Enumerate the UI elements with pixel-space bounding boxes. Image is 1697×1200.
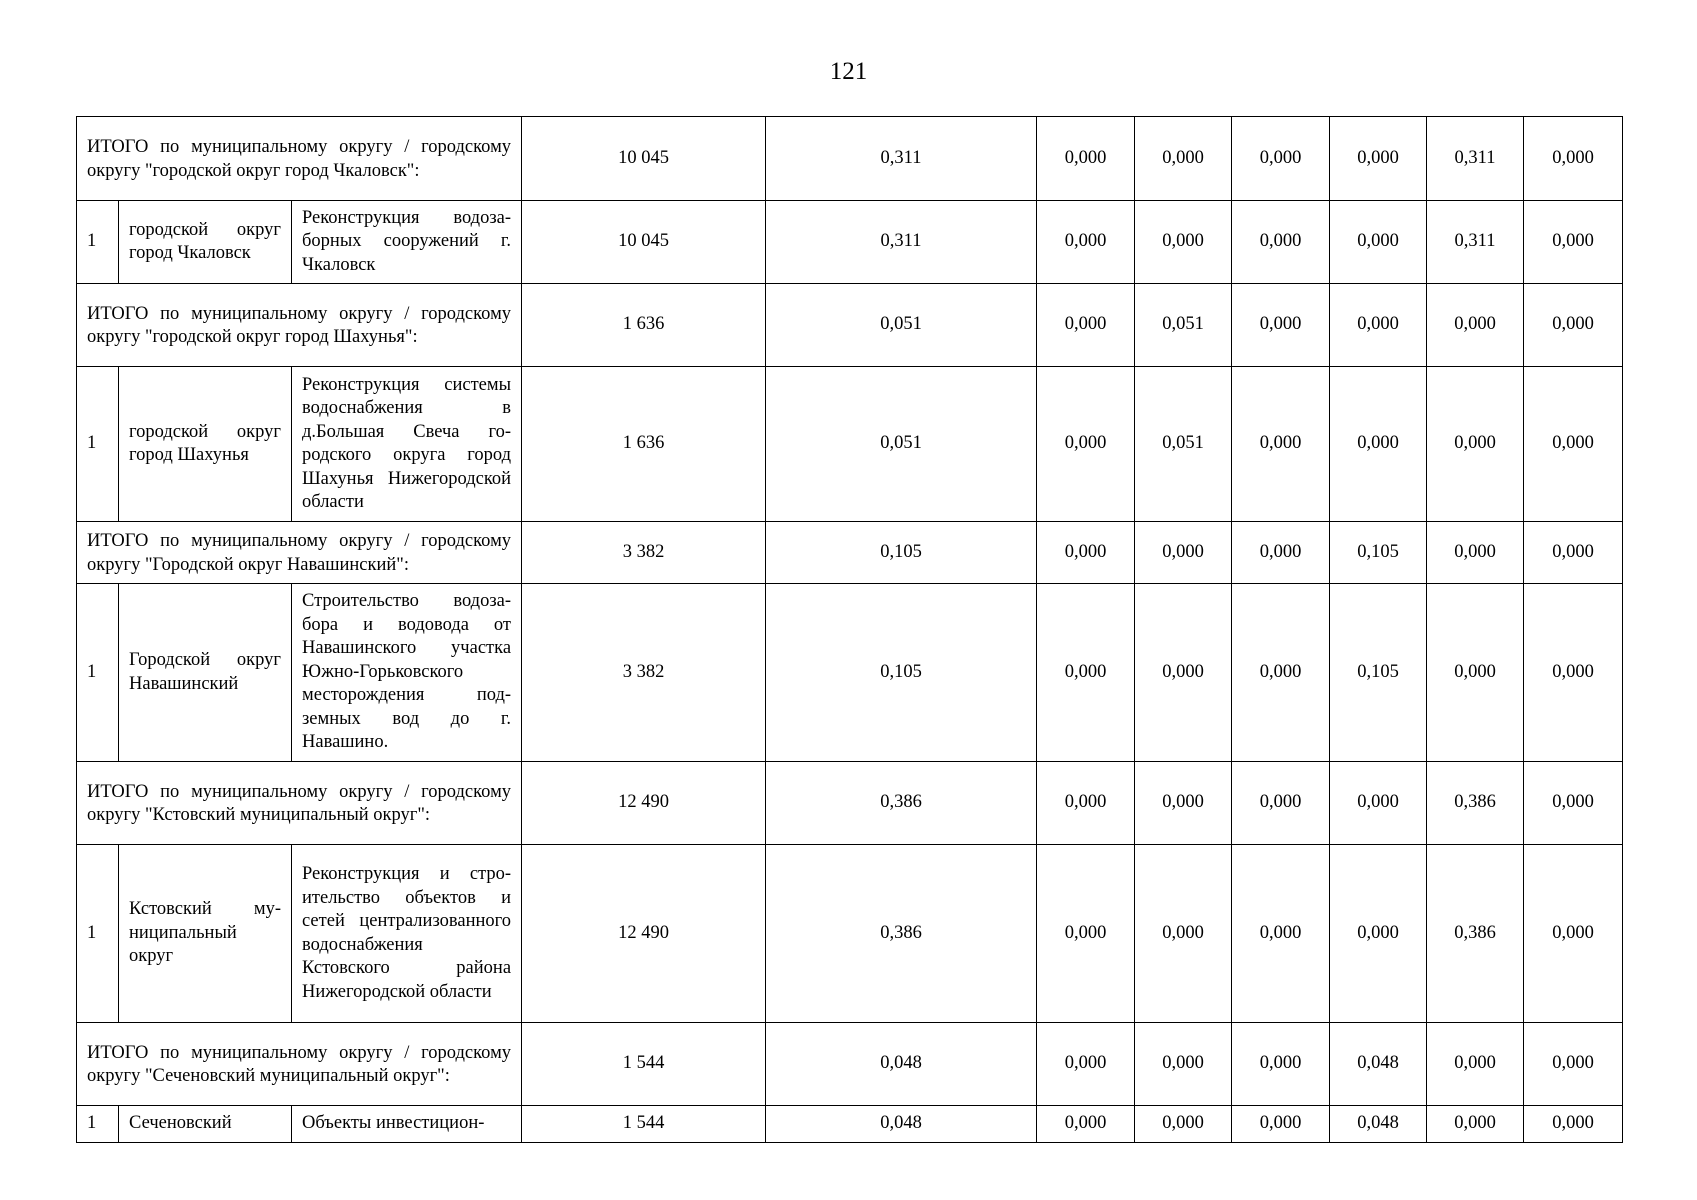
item-row xyxy=(77,845,1623,1023)
value-cell: 0,105 xyxy=(1330,522,1427,584)
value-cell: 0,000 xyxy=(1135,1106,1232,1143)
total-label: ИТОГО по муниципальному округу / городскому округу "городской округ город Шахунья": xyxy=(77,284,522,367)
item-row xyxy=(77,584,1623,762)
value-cell: 0,105 xyxy=(1330,584,1427,762)
object-cell: Реконструкция системы водоснабжения в д.Большая Свеча городского округа город Шахунья Нижегородской области xyxy=(292,367,522,522)
value-cell: 0,000 xyxy=(1330,117,1427,201)
value-cell: 0,000 xyxy=(1524,284,1623,367)
object-cell: Объекты инвестицион- xyxy=(292,1106,522,1143)
value-cell: 0,386 xyxy=(1427,762,1524,845)
row-index: 1 xyxy=(77,584,119,762)
value-cell: 0,000 xyxy=(1135,584,1232,762)
value-cell: 0,000 xyxy=(1037,522,1135,584)
total-label: ИТОГО по муниципальному округу / городскому округу "Городской округ Навашинский": xyxy=(77,522,522,584)
value-cell: 0,000 xyxy=(1135,201,1232,284)
total-row xyxy=(77,1023,1623,1106)
value-cell: 0,000 xyxy=(1427,367,1524,522)
value-cell: 0,000 xyxy=(1037,284,1135,367)
value-cell: 0,311 xyxy=(766,117,1037,201)
value-cell: 0,000 xyxy=(1232,762,1330,845)
value-cell: 0,000 xyxy=(1427,1023,1524,1106)
value-cell: 0,000 xyxy=(1135,1023,1232,1106)
total-row xyxy=(77,522,1623,584)
value-cell: 0,386 xyxy=(766,845,1037,1023)
municipality-cell: Сеченовский xyxy=(119,1106,292,1143)
value-cell: 0,000 xyxy=(1232,1106,1330,1143)
value-cell: 0,000 xyxy=(1037,1106,1135,1143)
value-cell: 0,000 xyxy=(1330,845,1427,1023)
value-cell: 1 636 xyxy=(522,284,766,367)
total-label: ИТОГО по муниципальному округу / городскому округу "Сеченовский муниципальный округ": xyxy=(77,1023,522,1106)
value-cell: 0,000 xyxy=(1524,762,1623,845)
value-cell: 0,048 xyxy=(1330,1023,1427,1106)
municipality-cell: Городской округ Навашинский xyxy=(119,584,292,762)
value-cell: 3 382 xyxy=(522,584,766,762)
value-cell: 0,000 xyxy=(1037,117,1135,201)
value-cell: 0,105 xyxy=(766,584,1037,762)
municipality-cell: Кстовский муниципальный округ xyxy=(119,845,292,1023)
value-cell: 0,000 xyxy=(1524,117,1623,201)
value-cell: 0,000 xyxy=(1037,367,1135,522)
object-cell: Реконструкция и строительство объектов и сетей централизованного водоснабжения Кстовского района Нижегородской области xyxy=(292,845,522,1023)
value-cell: 0,000 xyxy=(1232,117,1330,201)
value-cell: 0,000 xyxy=(1232,367,1330,522)
value-cell: 0,000 xyxy=(1524,201,1623,284)
value-cell: 0,051 xyxy=(1135,367,1232,522)
value-cell: 0,000 xyxy=(1135,845,1232,1023)
value-cell: 0,000 xyxy=(1232,522,1330,584)
value-cell: 1 636 xyxy=(522,367,766,522)
value-cell: 0,048 xyxy=(766,1023,1037,1106)
value-cell: 3 382 xyxy=(522,522,766,584)
value-cell: 0,000 xyxy=(1037,584,1135,762)
total-row xyxy=(77,117,1623,201)
object-cell: Реконструкция водозаборных сооружений г. Чкаловск xyxy=(292,201,522,284)
value-cell: 0,000 xyxy=(1524,522,1623,584)
investment-table xyxy=(76,116,1623,1143)
value-cell: 0,000 xyxy=(1135,522,1232,584)
value-cell: 0,311 xyxy=(1427,201,1524,284)
value-cell: 12 490 xyxy=(522,762,766,845)
value-cell: 0,386 xyxy=(1427,845,1524,1023)
object-cell: Строительство водозабора и водовода от Навашинского участка Южно-Горьковского месторождения подземных вод до г. Навашино. xyxy=(292,584,522,762)
value-cell: 0,000 xyxy=(1135,117,1232,201)
municipality-cell: городской округ город Шахунья xyxy=(119,367,292,522)
value-cell: 0,386 xyxy=(766,762,1037,845)
value-cell: 0,000 xyxy=(1427,522,1524,584)
total-label: ИТОГО по муниципальному округу / городскому округу "Кстовский муниципальный округ": xyxy=(77,762,522,845)
value-cell: 0,000 xyxy=(1037,845,1135,1023)
value-cell: 0,000 xyxy=(1524,1023,1623,1106)
value-cell: 0,000 xyxy=(1330,201,1427,284)
value-cell: 0,105 xyxy=(766,522,1037,584)
value-cell: 0,000 xyxy=(1427,1106,1524,1143)
value-cell: 0,000 xyxy=(1232,584,1330,762)
value-cell: 0,311 xyxy=(1427,117,1524,201)
page-number: 121 xyxy=(829,58,868,85)
value-cell: 0,000 xyxy=(1427,584,1524,762)
value-cell: 12 490 xyxy=(522,845,766,1023)
value-cell: 0,000 xyxy=(1330,284,1427,367)
total-row xyxy=(77,762,1623,845)
value-cell: 10 045 xyxy=(522,117,766,201)
total-label: ИТОГО по муниципальному округу / городскому округу "городской округ город Чкаловск": xyxy=(77,117,522,201)
row-index: 1 xyxy=(77,845,119,1023)
total-row xyxy=(77,284,1623,367)
value-cell: 0,000 xyxy=(1135,762,1232,845)
value-cell: 0,000 xyxy=(1232,845,1330,1023)
value-cell: 1 544 xyxy=(522,1023,766,1106)
value-cell: 0,000 xyxy=(1232,1023,1330,1106)
value-cell: 0,000 xyxy=(1427,284,1524,367)
item-row xyxy=(77,1106,1623,1143)
item-row xyxy=(77,201,1623,284)
value-cell: 0,051 xyxy=(766,284,1037,367)
value-cell: 0,000 xyxy=(1330,762,1427,845)
value-cell: 0,000 xyxy=(1037,762,1135,845)
value-cell: 0,000 xyxy=(1037,201,1135,284)
value-cell: 0,000 xyxy=(1232,201,1330,284)
row-index: 1 xyxy=(77,367,119,522)
row-index: 1 xyxy=(77,1106,119,1143)
item-row xyxy=(77,367,1623,522)
value-cell: 0,000 xyxy=(1524,845,1623,1023)
value-cell: 0,048 xyxy=(1330,1106,1427,1143)
value-cell: 0,051 xyxy=(1135,284,1232,367)
value-cell: 0,000 xyxy=(1524,367,1623,522)
value-cell: 0,000 xyxy=(1232,284,1330,367)
value-cell: 0,051 xyxy=(766,367,1037,522)
value-cell: 0,000 xyxy=(1037,1023,1135,1106)
value-cell: 0,000 xyxy=(1330,367,1427,522)
value-cell: 0,048 xyxy=(766,1106,1037,1143)
value-cell: 10 045 xyxy=(522,201,766,284)
value-cell: 1 544 xyxy=(522,1106,766,1143)
municipality-cell: городской округ город Чкаловск xyxy=(119,201,292,284)
row-index: 1 xyxy=(77,201,119,284)
value-cell: 0,000 xyxy=(1524,1106,1623,1143)
value-cell: 0,311 xyxy=(766,201,1037,284)
value-cell: 0,000 xyxy=(1524,584,1623,762)
